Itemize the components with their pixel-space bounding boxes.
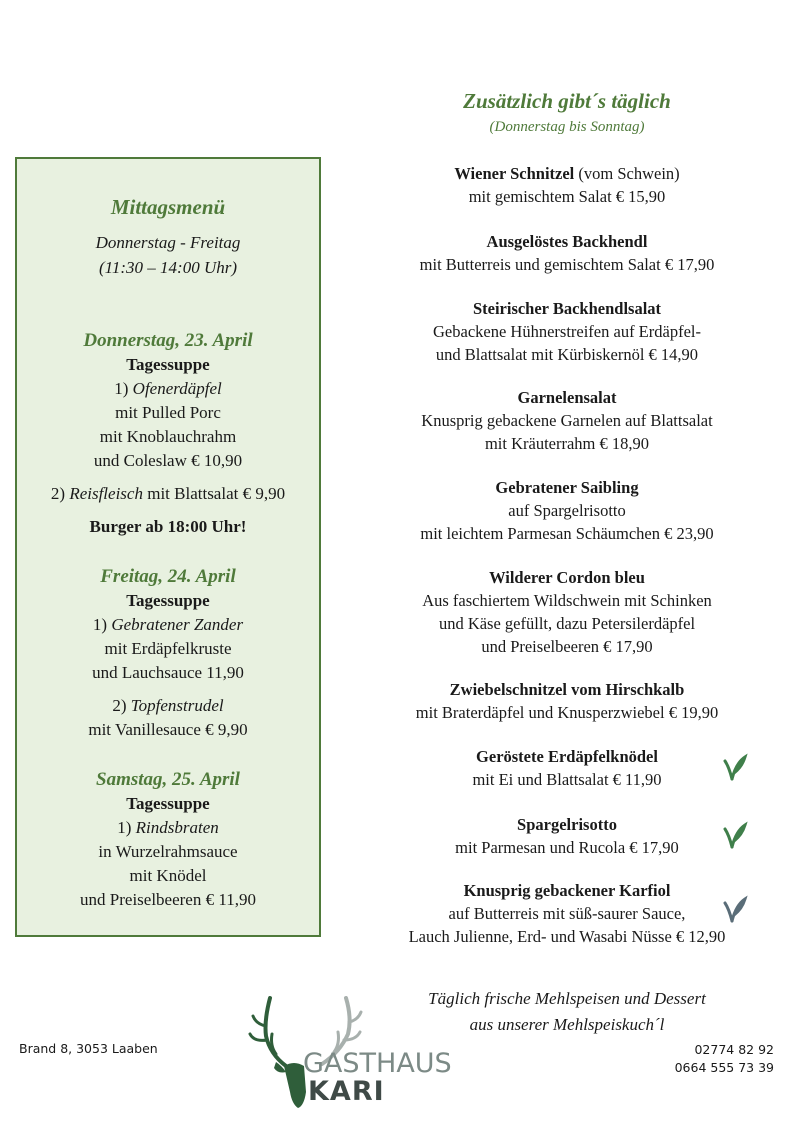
phone-landline: 02774 82 92 [694,1042,774,1057]
menu-line: und Coleslaw € 10,90 [93,451,243,470]
dish-erdaepfelknoedel: Geröstete Erdäpfelknödel mit Ei und Blattsalat € 11,90 [472,747,662,789]
daily-title: Zusätzlich gibt´s täglich [463,89,671,113]
day-heading: Freitag, 24. April [100,566,236,587]
menu-line: 2) Topfenstrudel [112,696,224,715]
dish-wiener-schnitzel: Wiener Schnitzel (vom Schwein) mit gemischtem Salat € 15,90 [454,164,680,206]
menu-line: und Lauchsauce 11,90 [92,663,244,682]
burger-note: Burger ab 18:00 Uhr! [89,517,247,536]
dish-cordon-bleu: Wilderer Cordon bleu Aus faschiertem Wildschwein mit Schinken und Käse gefüllt, dazu Petersilerdäpfel und Preiselbeeren € 17,90 [422,568,712,656]
phone-numbers [675,1041,774,1077]
vegetarian-icon [722,821,748,851]
menu-line: in Wurzelrahmsauce [98,842,238,861]
menu-line: mit Erdäpfelkruste [104,639,232,658]
menu-line: und Preiselbeeren € 11,90 [80,890,256,909]
dessert-note: Täglich frische Mehlspeisen und Dessert aus unserer Mehlspeiskuch´l [428,989,706,1034]
dish-spargelrisotto: Spargelrisotto mit Parmesan und Rucola € 17,90 [455,815,679,857]
vegan-icon [722,895,748,925]
dish-backhendl: Ausgelöstes Backhendl mit Butterreis und gemischtem Salat € 17,90 [419,232,715,274]
dish-karfiol: Knusprig gebackener Karfiol auf Butterreis mit süß-saurer Sauce, Lauch Julienne, Erd- und Wasabi Nüsse € 12,90 [408,881,726,946]
dish-backhendlsalat: Steirischer Backhendlsalat Gebackene Hühnerstreifen auf Erdäpfel- und Blattsalat mit Kürbiskernöl € 14,90 [433,299,701,364]
address: Brand 8, 3053 Laaben [19,1041,158,1056]
vegetarian-icon [722,753,748,783]
day-thursday [17,329,319,539]
gasthaus-kari-logo [248,996,468,1111]
lunch-title: Mittagsmenü [110,195,226,219]
soup-label: Tagessuppe [126,794,210,813]
soup-label: Tagessuppe [126,591,210,610]
soup-label: Tagessuppe [126,355,210,374]
logo-text-kari: KARI [308,1076,385,1107]
phone-mobile: 0664 555 73 39 [674,1060,774,1075]
lunch-hours: (11:30 – 14:00 Uhr) [98,258,238,277]
dish-saibling: Gebratener Saibling auf Spargelrisotto mit leichtem Parmesan Schäumchen € 23,90 [420,478,714,543]
menu-line: 2) Reisfleisch mit Blattsalat € 9,90 [50,484,286,503]
lunch-menu-box [15,157,321,937]
day-saturday [17,768,319,912]
dish-garnelensalat: Garnelensalat Knusprig gebackene Garnelen auf Blattsalat mit Kräuterrahm € 18,90 [421,388,713,453]
menu-line: mit Vanillesauce € 9,90 [88,720,248,739]
logo-text-gasthaus: GASTHAUS [303,1048,452,1079]
menu-line: 1) Rindsbraten [117,818,219,837]
menu-line: mit Knoblauchrahm [99,427,237,446]
day-heading: Samstag, 25. April [96,769,240,790]
day-friday [17,565,319,742]
menu-line: 1) Gebratener Zander [92,615,244,634]
menu-line: 1) Ofenerdäpfel [114,379,222,398]
menu-line: mit Pulled Porc [115,403,221,422]
lunch-days: Donnerstag - Freitag [95,233,241,252]
menu-line: mit Knödel [129,866,207,885]
daily-subtitle: (Donnerstag bis Sonntag) [489,119,645,135]
day-heading: Donnerstag, 23. April [83,330,253,351]
dish-zwiebelschnitzel: Zwiebelschnitzel vom Hirschkalb mit Braterdäpfel und Knusperzwiebel € 19,90 [415,680,719,722]
